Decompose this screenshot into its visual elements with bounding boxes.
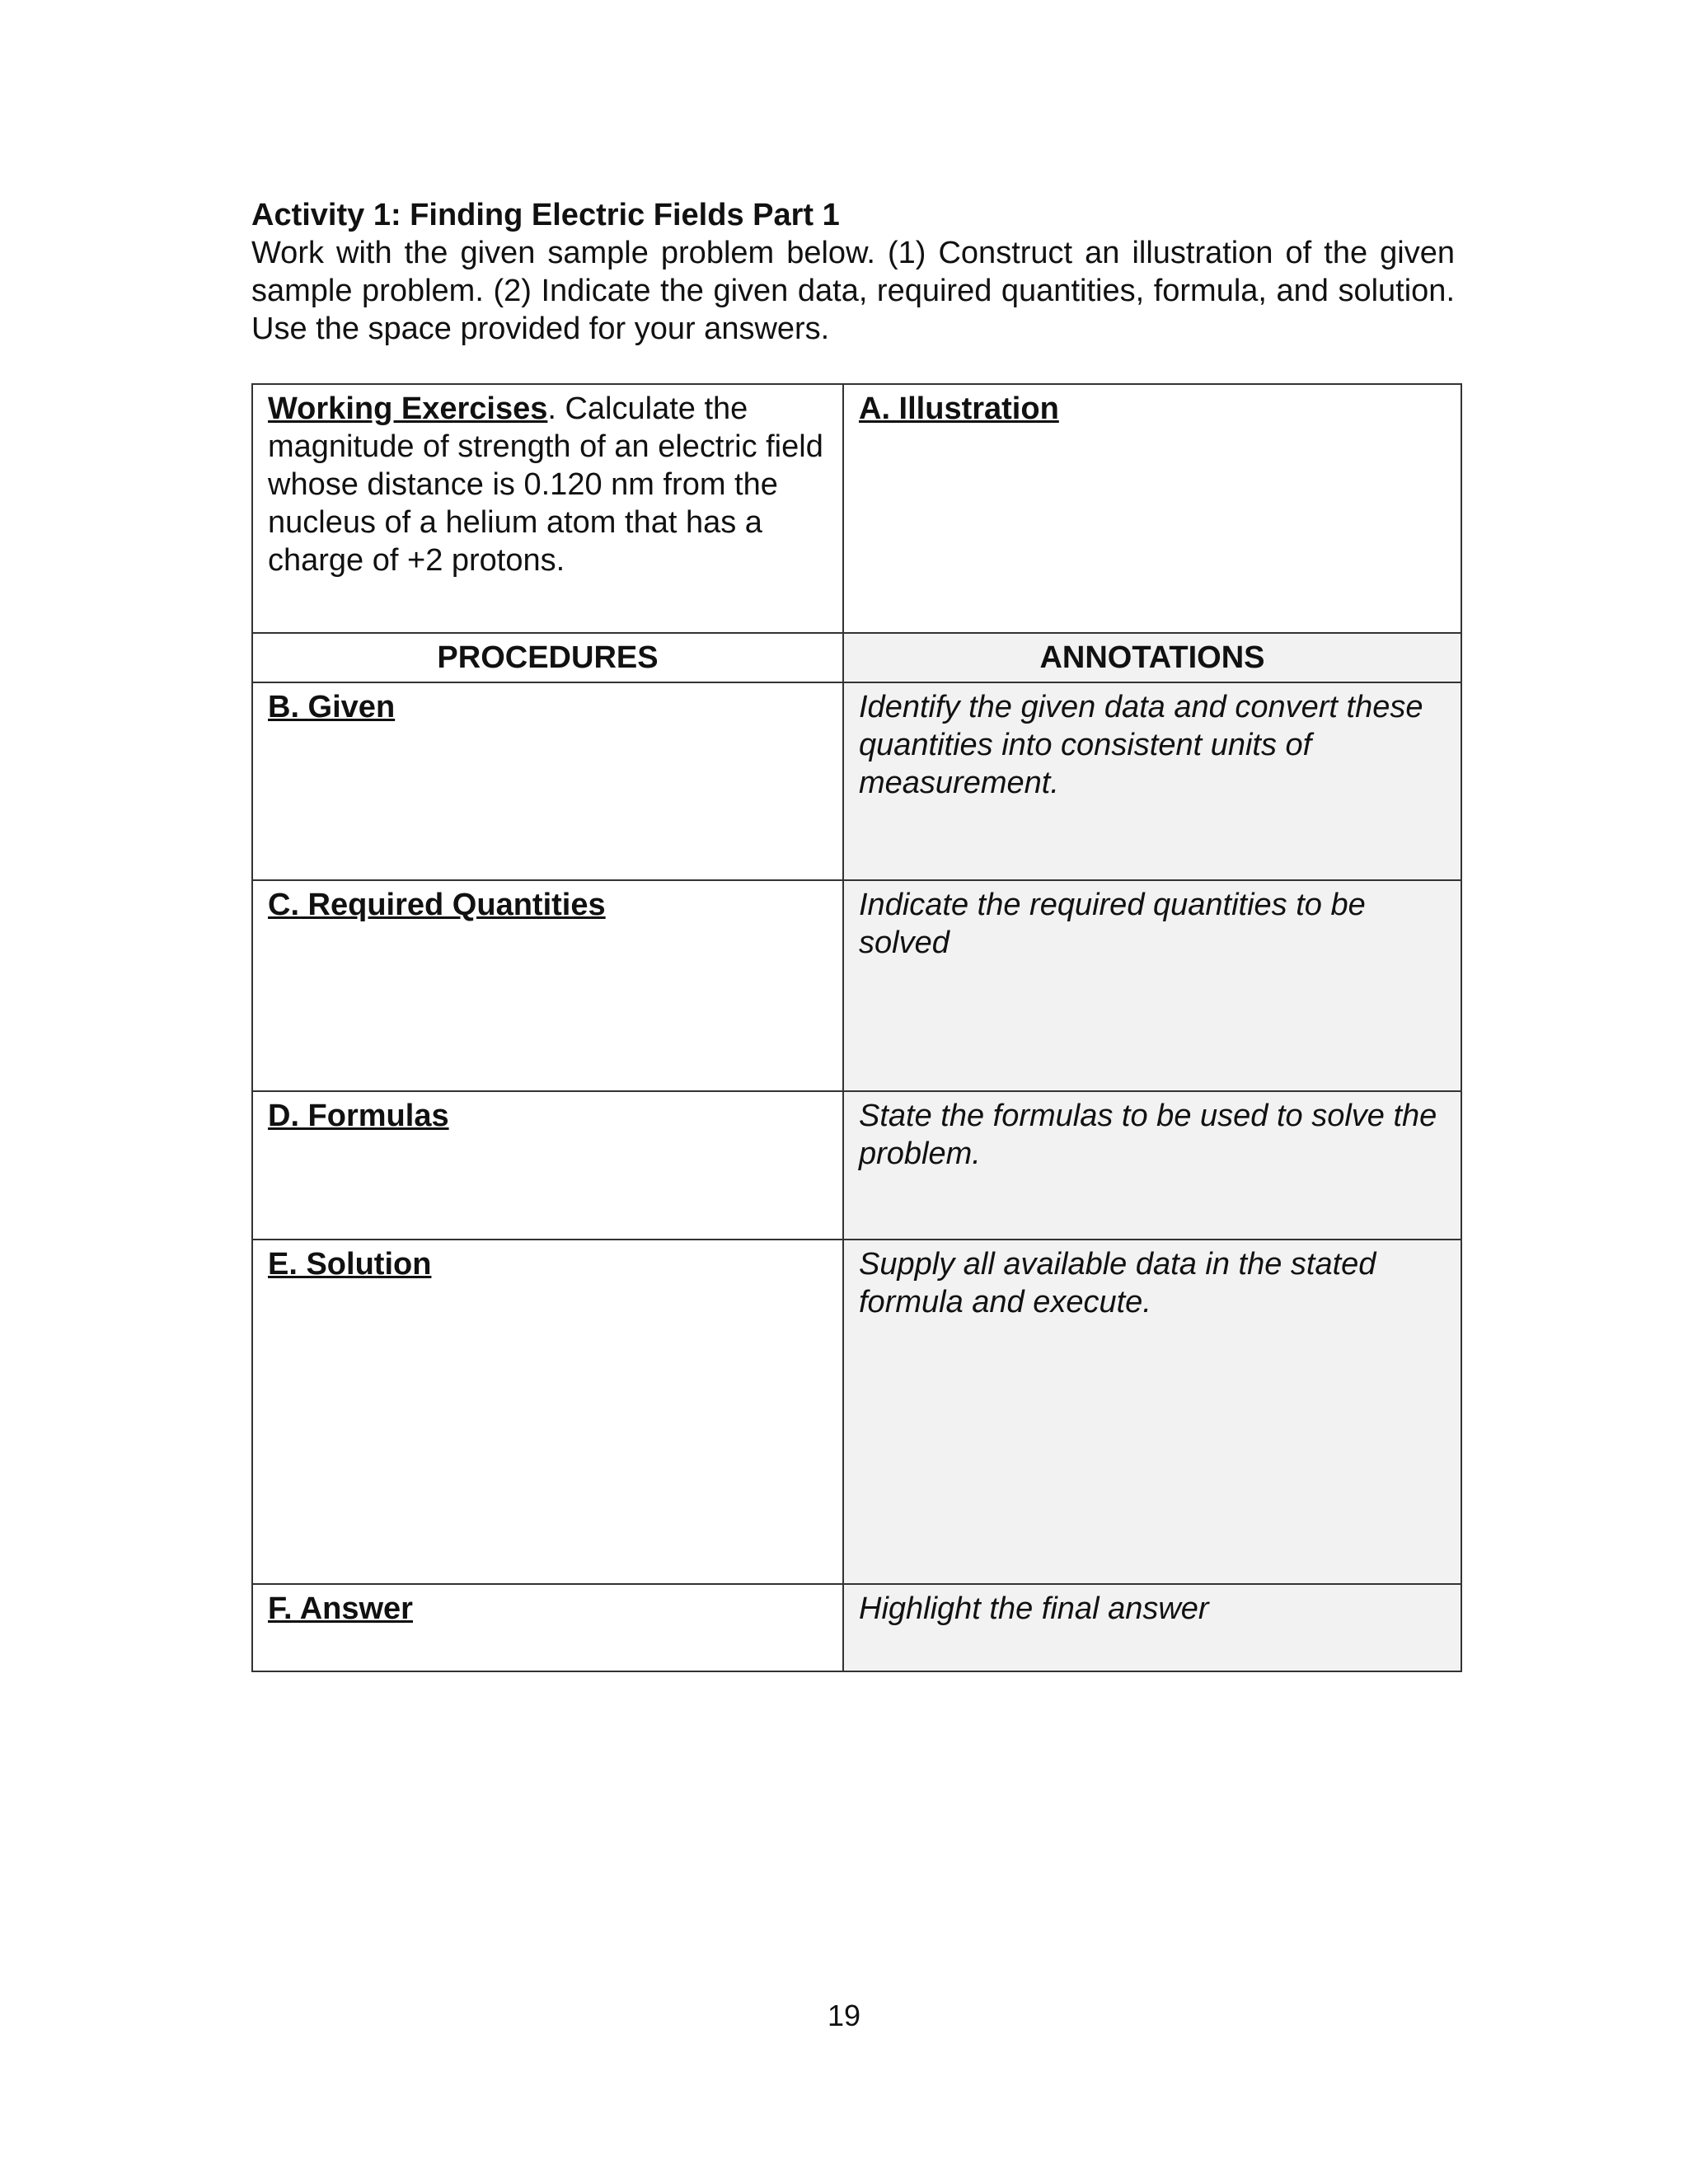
activity-table [251,383,1462,1672]
table-row [252,1584,1461,1671]
table-row [252,1240,1461,1584]
answer-cell[interactable] [252,1584,843,1671]
activity-instructions: Work with the given sample problem below. (1) Construct an illustration of the given sample problem. (2) Indicate the given data, required quantities, formula, and solution. Use the space provided for your answers. [251,236,1455,346]
column-header-row [252,633,1461,682]
solution-label: E. Solution [268,1247,432,1282]
given-cell[interactable] [252,682,843,880]
formulas-annotation: State the formulas to be used to solve the problem. [843,1091,1461,1240]
formulas-label: D. Formulas [268,1099,449,1133]
working-exercises-label: Working Exercises [268,391,548,426]
answer-annotation: Highlight the final answer [843,1584,1461,1671]
table-row [252,682,1461,880]
given-annotation: Identify the given data and convert these quantities into consistent units of measurement. [843,682,1461,880]
required-quantities-cell[interactable] [252,880,843,1091]
table-row [252,880,1461,1091]
page-number: 19 [827,1999,861,2032]
problem-cell [252,384,843,633]
given-label: B. Given [268,690,396,724]
procedures-header: PROCEDURES [252,633,843,682]
activity-heading: Activity 1: Finding Electric Fields Part 1 [251,198,840,232]
solution-cell[interactable] [252,1240,843,1584]
formulas-cell[interactable] [252,1091,843,1240]
illustration-label: A. Illustration [859,391,1059,426]
required-quantities-annotation: Indicate the required quantities to be solved [843,880,1461,1091]
table-row [252,1091,1461,1240]
answer-label: F. Answer [268,1591,413,1626]
annotations-header: ANNOTATIONS [843,633,1461,682]
problem-text: . Calculate the magnitude of strength of an electric field whose distance is 0.120 nm from the nucleus of a helium atom that has a charge of +2 protons. [268,391,823,578]
illustration-cell[interactable] [843,384,1461,633]
problem-row [252,384,1461,633]
solution-annotation: Supply all available data in the stated formula and execute. [843,1240,1461,1584]
required-quantities-label: C. Required Quantities [268,888,606,922]
